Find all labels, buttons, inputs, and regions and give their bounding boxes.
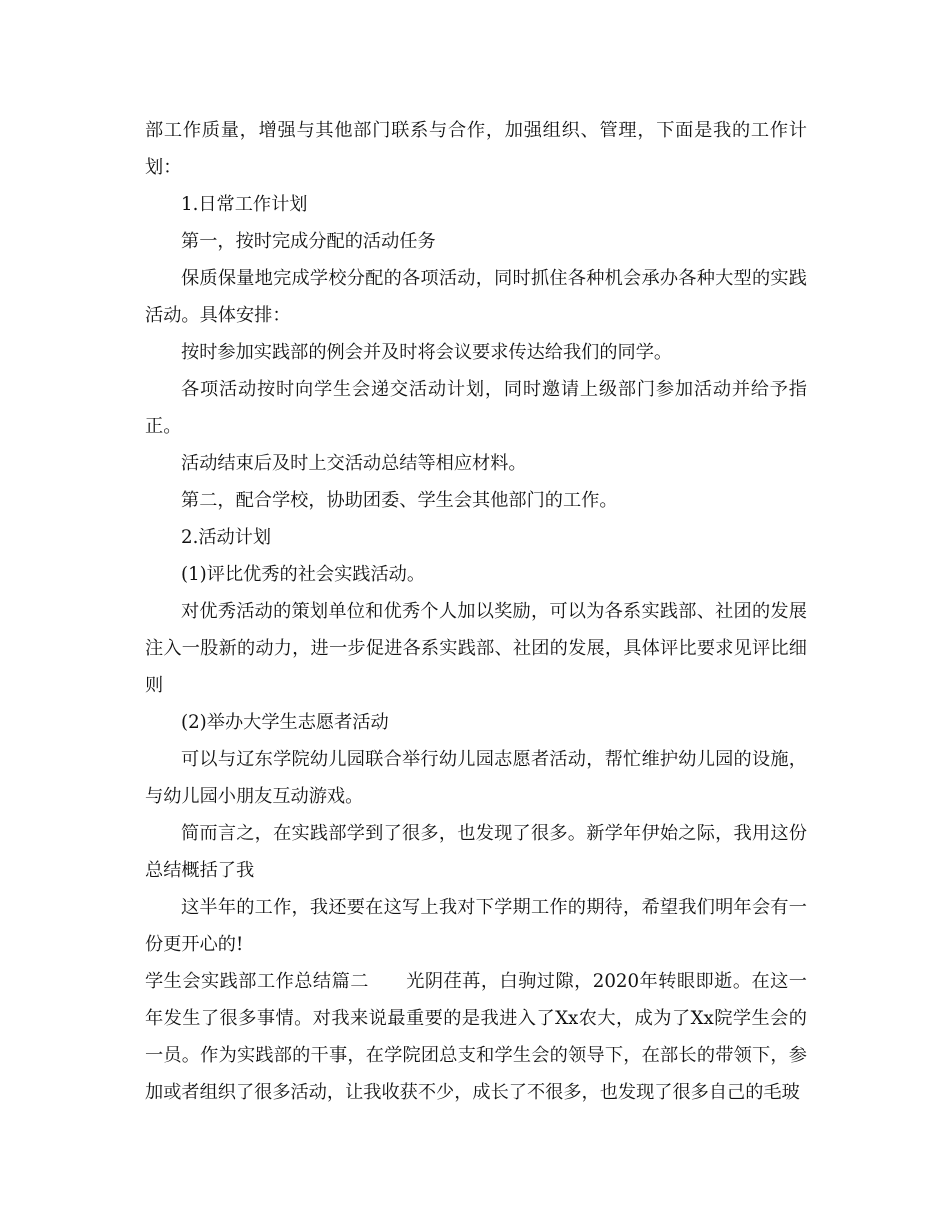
subheading: (2)举办大学生志愿者活动: [181, 712, 389, 733]
paragraph: 各项活动按时向学生会递交活动计划，同时邀请上级部门参加活动并给予指正。: [145, 379, 807, 437]
section-heading: 2.活动计划: [181, 527, 272, 548]
paragraph: 这半年的工作，我还要在这写上我对下学期工作的期待，希望我们明年会有一份更开心的!: [145, 897, 807, 955]
paragraph: 可以与辽东学院幼儿园联合举行幼儿园志愿者活动，帮忙维护幼儿园的设施，与幼儿园小朋友互动游戏。: [145, 749, 807, 807]
subheading: 第二，配合学校，协助团委、学生会其他部门的工作。: [181, 490, 618, 511]
paragraph: 简而言之，在实践部学到了很多，也发现了很多。新学年伊始之际，我用这份总结概括了我: [145, 823, 807, 881]
document-body: [145, 112, 807, 1111]
paragraph: 部工作质量，增强与其他部门联系与合作，加强组织、管理，下面是我的工作计划：: [145, 120, 807, 178]
paragraph: 按时参加实践部的例会并及时将会议要求传达给我们的同学。: [181, 342, 673, 363]
paragraph: 对优秀活动的策划单位和优秀个人加以奖励，可以为各系实践部、社团的发展注入一股新的动力，进一步促进各系实践部、社团的发展，具体评比要求见评比细则: [145, 601, 807, 696]
subheading: 第一，按时完成分配的活动任务: [181, 231, 436, 252]
section-heading: 1.日常工作计划: [181, 194, 308, 215]
paragraph: 学生会实践部工作总结篇二 光阴荏苒，白驹过隙，2020年转眼即逝。在这一年发生了很多事情。对我来说最重要的是我进入了Xx农大，成为了Xx院学生会的一员。作为实践部的干事，在学院团总支和学生会的领导下，在部长的带领下，参加或者组织了很多活动，让我收获不少，成长了不很多，也发现了很多自己的毛玻: [145, 971, 807, 1103]
subheading: (1)评比优秀的社会实践活动。: [181, 564, 426, 585]
paragraph: 活动结束后及时上交活动总结等相应材料。: [181, 453, 527, 474]
paragraph: 保质保量地完成学校分配的各项活动，同时抓住各种机会承办各种大型的实践活动。具体安排：: [145, 268, 807, 326]
